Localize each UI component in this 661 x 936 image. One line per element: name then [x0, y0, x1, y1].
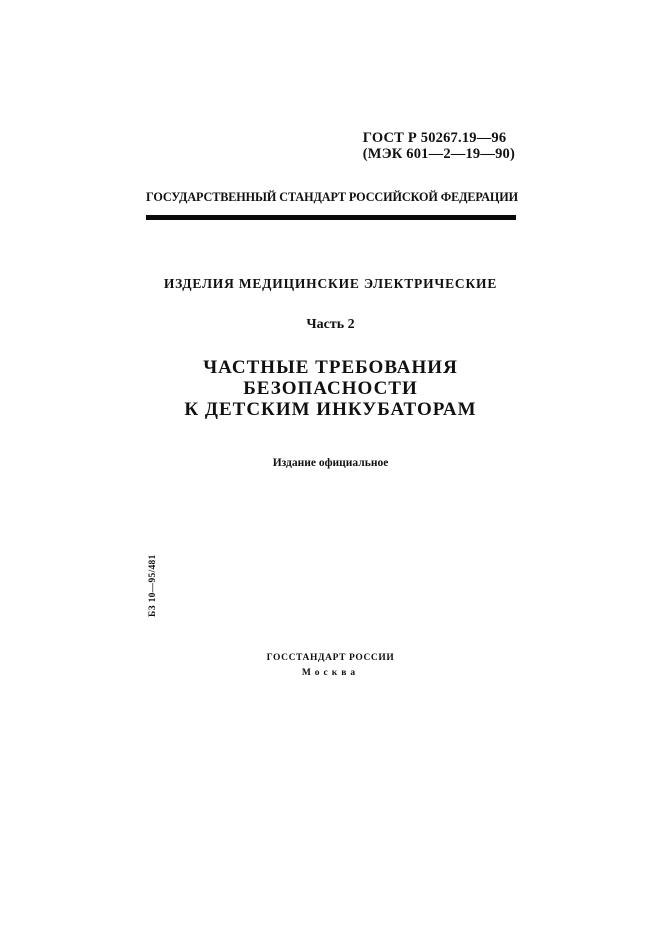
iec-number: (МЭК 601—2—19—90): [362, 146, 515, 162]
document-part: Часть 2: [306, 317, 355, 332]
document-title: [0, 357, 661, 420]
edition-label: Издание официальное: [272, 457, 389, 469]
document-category: ИЗДЕЛИЯ МЕДИЦИНСКИЕ ЭЛЕКТРИЧЕСКИЕ: [163, 276, 498, 291]
publisher-city: Москва: [301, 668, 360, 678]
title-line-3: К ДЕТСКИМ ИНКУБАТОРАМ: [184, 399, 477, 420]
standard-code-block: [363, 130, 515, 162]
header-rule-divider: [146, 215, 516, 220]
publisher-name: ГОССТАНДАРТ РОССИИ: [266, 653, 395, 663]
standard-number: ГОСТ Р 50267.19—96: [362, 130, 507, 146]
document-header: ГОСУДАРСТВЕННЫЙ СТАНДАРТ РОССИЙСКОЙ ФЕДЕРАЦИИ: [146, 190, 519, 204]
side-code: БЗ 10—95/481: [148, 554, 158, 617]
publisher-block: [0, 651, 661, 681]
title-line-2: БЕЗОПАСНОСТИ: [243, 378, 418, 399]
title-line-1: ЧАСТНЫЕ ТРЕБОВАНИЯ: [203, 357, 458, 378]
